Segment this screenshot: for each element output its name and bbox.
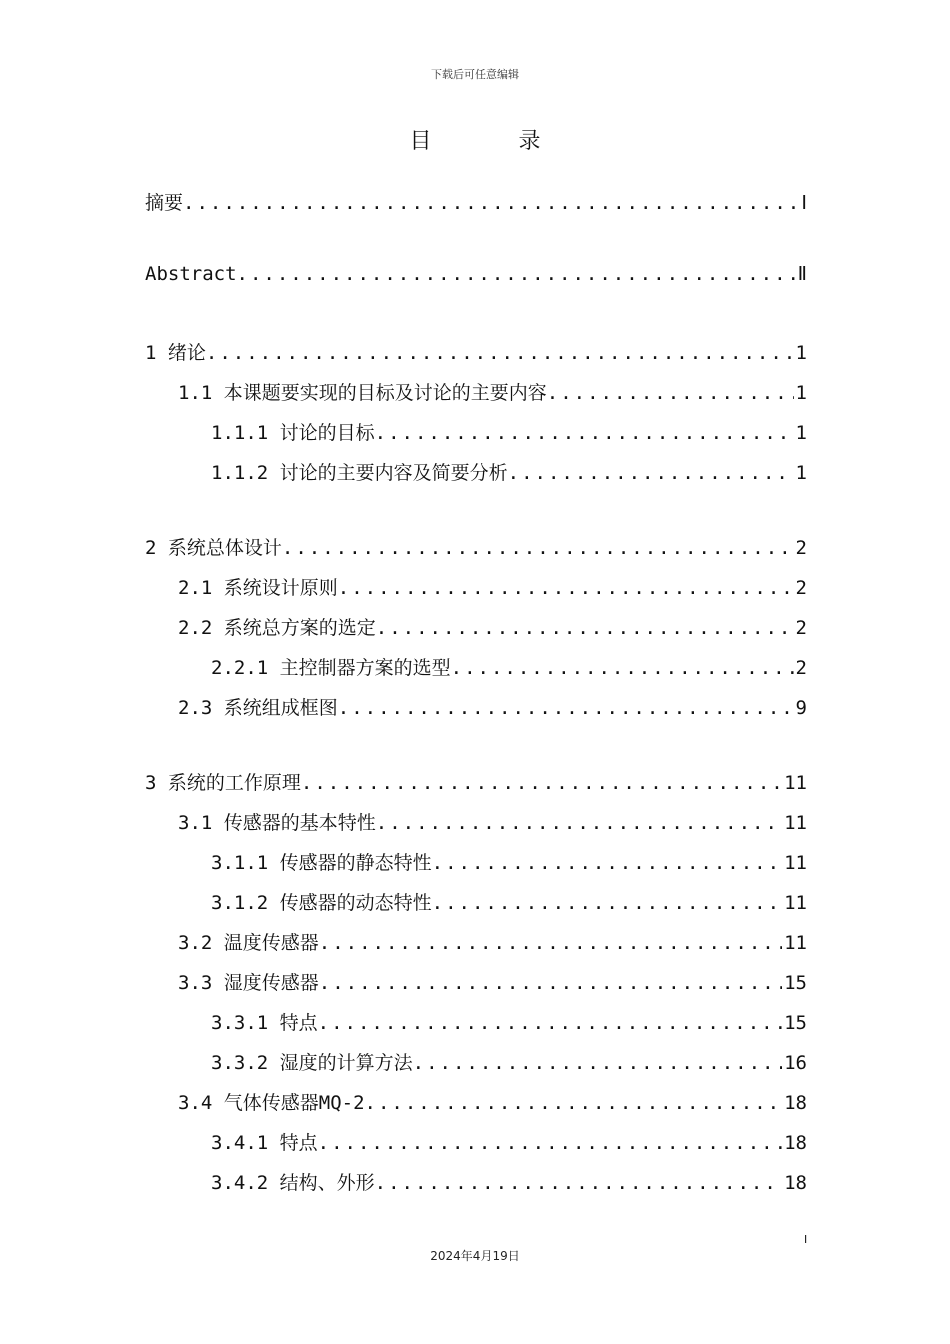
toc-entry-2[interactable]: [145, 533, 807, 561]
toc-entry-label: 2 系统总体设计: [145, 537, 282, 559]
toc-entry-page: 15: [784, 972, 807, 994]
toc-entry-label: 3.1.1 传感器的静态特性: [211, 852, 432, 874]
toc-entry-page: 11: [784, 772, 807, 794]
toc-leader-dots: [413, 1052, 782, 1074]
toc-leader-dots: [508, 462, 794, 484]
toc-entry-3-3-1[interactable]: [211, 1008, 807, 1036]
toc-leader-dots: [319, 972, 782, 994]
toc-leader-dots: [301, 772, 782, 794]
toc-entry-page: 15: [784, 1012, 807, 1034]
toc-entry-abstract-en[interactable]: [145, 263, 807, 291]
toc-entry-label: 3.4 气体传感器MQ-2: [178, 1092, 365, 1114]
toc-entry-3[interactable]: [145, 768, 807, 796]
toc-entry-label: 3.1.2 传感器的动态特性: [211, 892, 432, 914]
toc-entry-page: 2: [795, 537, 807, 559]
toc-entry-1[interactable]: [145, 338, 807, 366]
toc-entry-2-2[interactable]: [178, 613, 807, 641]
toc-entry-1-1-1[interactable]: [211, 418, 807, 446]
toc-entry-page: 18: [784, 1172, 807, 1194]
toc-entry-page: 11: [784, 852, 807, 874]
toc-entry-page: 1: [795, 462, 807, 484]
toc-entry-page: 16: [784, 1052, 807, 1074]
toc-entry-3-1-1[interactable]: [211, 848, 807, 876]
toc-entry-label: 1 绪论: [145, 342, 206, 364]
toc-entry-page: Ⅰ: [801, 192, 807, 214]
toc-leader-dots: [376, 617, 794, 639]
toc-leader-dots: [547, 382, 794, 404]
toc-entry-label: 摘要: [145, 192, 184, 214]
toc-entry-2-3[interactable]: [178, 693, 807, 721]
toc-leader-dots: [318, 1012, 782, 1034]
toc-entry-label: 3.4.2 结构、外形: [211, 1172, 375, 1194]
toc-entry-page: 1: [795, 342, 807, 364]
toc-entry-page: 2: [795, 657, 807, 679]
toc-leader-dots: [451, 657, 794, 679]
toc-entry-label: 3.3 湿度传感器: [178, 972, 319, 994]
toc-entry-3-4-1[interactable]: [211, 1128, 807, 1156]
toc-entry-label: 3.2 温度传感器: [178, 932, 319, 954]
page-header: 下载后可任意编辑: [431, 68, 519, 81]
toc-entry-label: 3.3.2 湿度的计算方法: [211, 1052, 413, 1074]
toc-entry-label: 2.3 系统组成框图: [178, 697, 338, 719]
toc-entry-2-1[interactable]: [178, 573, 807, 601]
toc-entry-3-4[interactable]: [178, 1088, 807, 1116]
toc-entry-3-1[interactable]: [178, 808, 807, 836]
toc-leader-dots: [183, 192, 799, 214]
toc-entry-page: 11: [784, 812, 807, 834]
toc-entry-label: 3 系统的工作原理: [145, 772, 301, 794]
toc-leader-dots: [376, 812, 782, 834]
toc-entry-page: 18: [784, 1132, 807, 1154]
toc-leader-dots: [432, 892, 782, 914]
page-footer-date: 2024年4月19日: [430, 1249, 520, 1263]
toc-entry-label: 1.1 本课题要实现的目标及讨论的主要内容: [178, 382, 547, 404]
toc-title: 目 录: [409, 129, 581, 154]
toc-entry-3-1-2[interactable]: [211, 888, 807, 916]
toc-entry-1-1-2[interactable]: [211, 458, 807, 486]
toc-entry-label: 1.1.1 讨论的目标: [211, 422, 375, 444]
toc-entry-label: 1.1.2 讨论的主要内容及简要分析: [211, 462, 508, 484]
toc-entry-label: 2.2.1 主控制器方案的选型: [211, 657, 451, 679]
toc-entry-page: 18: [784, 1092, 807, 1114]
toc-leader-dots: [319, 932, 782, 954]
page-number: I: [804, 1233, 808, 1246]
toc-entry-abstract-cn[interactable]: [145, 188, 807, 216]
toc-entry-label: 2.1 系统设计原则: [178, 577, 338, 599]
toc-entry-1-1[interactable]: [178, 378, 807, 406]
toc-leader-dots: [237, 263, 796, 285]
toc-entry-page: 2: [795, 617, 807, 639]
toc-leader-dots: [375, 1172, 782, 1194]
toc-entry-3-3-2[interactable]: [211, 1048, 807, 1076]
toc-leader-dots: [338, 697, 794, 719]
toc-entry-label: 3.4.1 特点: [211, 1132, 318, 1154]
toc-leader-dots: [365, 1092, 783, 1114]
toc-leader-dots: [318, 1132, 782, 1154]
toc-leader-dots: [338, 577, 794, 599]
toc-entry-label: 2.2 系统总方案的选定: [178, 617, 376, 639]
toc-entry-3-3[interactable]: [178, 968, 807, 996]
toc-entry-page: 11: [784, 932, 807, 954]
toc-entry-page: 1: [795, 382, 807, 404]
toc-entry-2-2-1[interactable]: [211, 653, 807, 681]
toc-entry-3-2[interactable]: [178, 928, 807, 956]
toc-entry-label: 3.3.1 特点: [211, 1012, 318, 1034]
toc-entry-page: 11: [784, 892, 807, 914]
toc-leader-dots: [282, 537, 794, 559]
toc-leader-dots: [432, 852, 782, 874]
toc-leader-dots: [206, 342, 794, 364]
toc-leader-dots: [375, 422, 794, 444]
toc-entry-label: 3.1 传感器的基本特性: [178, 812, 376, 834]
toc-entry-label: Abstract: [145, 263, 237, 285]
toc-entry-page: 9: [795, 697, 807, 719]
toc-entry-page: 1: [795, 422, 807, 444]
toc-entry-3-4-2[interactable]: [211, 1168, 807, 1196]
toc-entry-page: 2: [795, 577, 807, 599]
toc-entry-page: Ⅱ: [797, 263, 807, 285]
